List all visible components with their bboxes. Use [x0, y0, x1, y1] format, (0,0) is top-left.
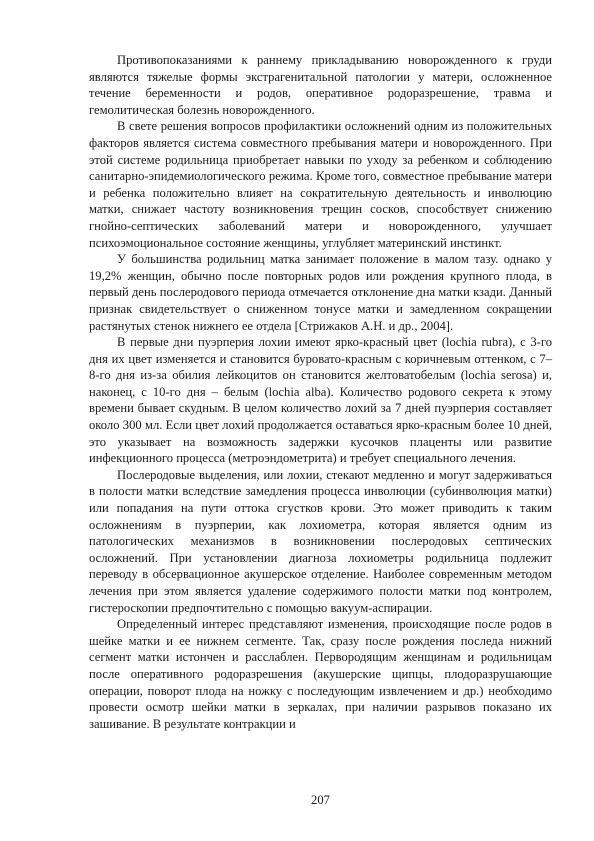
- document-page: [89, 52, 552, 812]
- paragraph-lochiometra: Послеродовые выделения, или лохии, стекают медленно и могут задерживаться в полости матки вследствие замедления процесса инволюции (субинволюция матки) или попадания на пути оттока сгустков крови. Это может приводить к таким осложнениям в пуэрперии, как лохиометра, которая является одним из патологических механизмов в возникновении послеродовых септических осложнений. При установлении диагноза лохиометры родильница подлежит переводу в обсервационное акушерское отделение. Наиболее современным методом лечения при этом является удаление содержимого полости матки под контролем, гистероскопии предпочтительно с помощью вакуум-аспирации.: [89, 467, 552, 615]
- paragraph-cervix-changes: Определенный интерес представляют изменения, происходящие после родов в шейке матки и ее нижнем сегменте. Так, сразу после рождения последа нижний сегмент матки истончен и расслаблен. Первородящим женщинам и родильницам после оперативного родоразрешения (акушерские щипцы, плодоразрушающие операции, поворот плода на ножку с последующим извлечением и др.) необходимо провести осмотр шейки матки в зеркалах, при наличии разрывов показано их зашивание. В результате контракции и: [89, 617, 552, 731]
- page-number: 207: [311, 793, 330, 807]
- paragraph-contraindications: Противопоказаниями к раннему прикладыванию новорожденного к груди являются тяжелые формы экстрагенитальной патологии у матери, осложненное течение беременности и родов, оперативное родоразрешение, травма и гемолитическая болезнь новорожденного.: [89, 53, 552, 117]
- paragraph-rooming-in: В свете решения вопросов профилактики осложнений одним из положительных факторов является система совместного пребывания матери и новорожденного. При этой системе родильница приобретает навыки по уходу за ребенком и соблюдению санитарно-эпидемиологического режима. Кроме того, совместное пребывание матери и ребенка положительно влияет на сократительную деятельность и инволюцию матки, снижает частоту возникновения трещин сосков, способствует снижению гнойно-септических заболеваний матери и новорожденного, улучшает психоэмоциональное состояние женщины, углубляет материнский инстинкт.: [89, 119, 552, 250]
- paragraph-uterus-position: У большинства родильниц матка занимает положение в малом тазу. однако у 19,2% женщин, обычно после повторных родов или рождения крупного плода, в первый день послеродового периода отмечается отклонение дна матки кзади. Данный признак свидетельствует о сниженном тонусе матки и замедленном сокращении растянутых стенок нижнего ее отдела [Стрижаков А.Н. и др., 2004].: [89, 252, 552, 333]
- paragraph-lochia-colors: В первые дни пуэрперия лохии имеют ярко-красный цвет (lochia rubra), с 3-го дня их цвет изменяется и становится буровато-красным с коричневым оттенком, с 7–8-го дня из-за обилия лейкоцитов он становится желтоватобелым (lochia serosa) и, наконец, с 10-го дня – белым (lochia alba). Количество родового секрета к этому времени бывает скудным. В целом количество лохий за 7 дней пуэрперия составляет около 300 мл. Если цвет лохий продолжается оставаться ярко-красным более 10 дней, это указывает на возможность задержки кусочков плаценты или развитие инфекционного процесса (метроэндометрита) и требует специального лечения.: [89, 335, 552, 466]
